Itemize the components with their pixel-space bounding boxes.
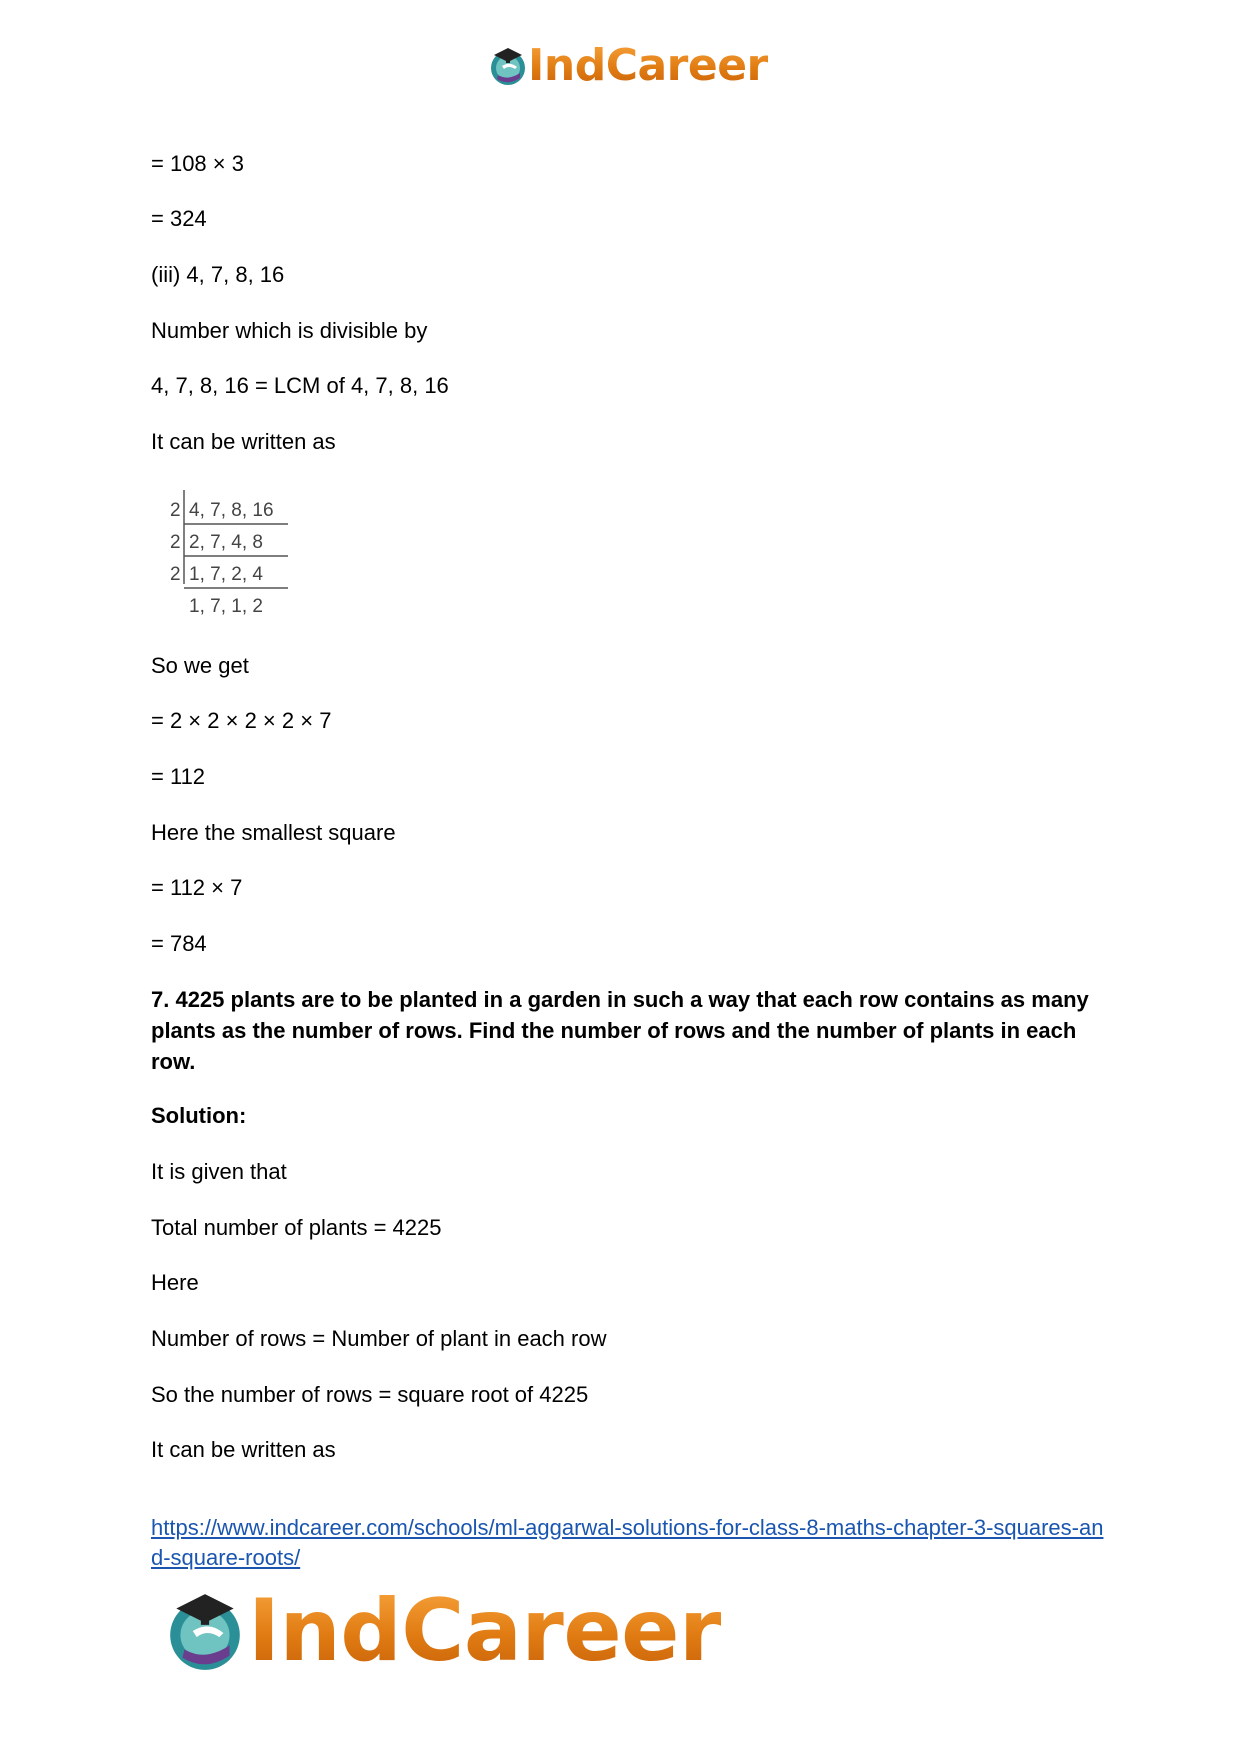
solution-label: Solution: (151, 1103, 247, 1128)
text-line: It can be written as (151, 1437, 336, 1462)
division-row: 4, 7, 8, 16 (189, 500, 274, 521)
divisor: 2 (170, 500, 181, 521)
text-line: = 784 (151, 931, 207, 956)
divisor: 2 (170, 564, 181, 585)
text-line: Total number of plants = 4225 (151, 1215, 442, 1240)
division-row: 1, 7, 1, 2 (189, 596, 263, 617)
text-line: Here (151, 1270, 199, 1295)
division-row: 1, 7, 2, 4 (189, 564, 263, 585)
text-line: It is given that (151, 1159, 287, 1184)
header-logo (488, 42, 768, 90)
text-line: = 108 × 3 (151, 151, 244, 176)
text-line: So we get (151, 653, 249, 678)
text-line: = 112 × 7 (151, 875, 243, 900)
text-line: = 2 × 2 × 2 × 2 × 7 (151, 708, 332, 733)
text-line: = 324 (151, 206, 207, 231)
globe-graduate-icon (488, 45, 528, 87)
text-line: 4, 7, 8, 16 = LCM of 4, 7, 8, 16 (151, 373, 449, 398)
text-line: = 112 (151, 764, 206, 789)
text-line: So the number of rows = square root of 4225 (151, 1382, 589, 1407)
source-link[interactable]: https://www.indcareer.com/schools/ml-aggarwal-solutions-for-class-8-maths-chapter-3-squares-and-square-roots/ (151, 1515, 1104, 1570)
text-line: (iii) 4, 7, 8, 16 (151, 262, 285, 287)
logo-text: IndCareer (248, 1581, 721, 1681)
footer-logo (162, 1581, 721, 1681)
text-line: Here the smallest square (151, 820, 396, 845)
division-ladder-figure (160, 488, 300, 618)
text-line: Number of rows = Number of plant in each row (151, 1326, 607, 1351)
text-line: Number which is divisible by (151, 318, 428, 343)
text-line: It can be written as (151, 429, 336, 454)
question-heading: 7. 4225 plants are to be planted in a garden in such a way that each row contains as many plants as the number of rows. Find the number of rows and the number of plants in each row. (151, 987, 1089, 1074)
divisor: 2 (170, 532, 181, 553)
globe-graduate-icon (162, 1588, 248, 1674)
division-row: 2, 7, 4, 8 (189, 532, 263, 553)
logo-text: IndCareer (528, 40, 768, 91)
